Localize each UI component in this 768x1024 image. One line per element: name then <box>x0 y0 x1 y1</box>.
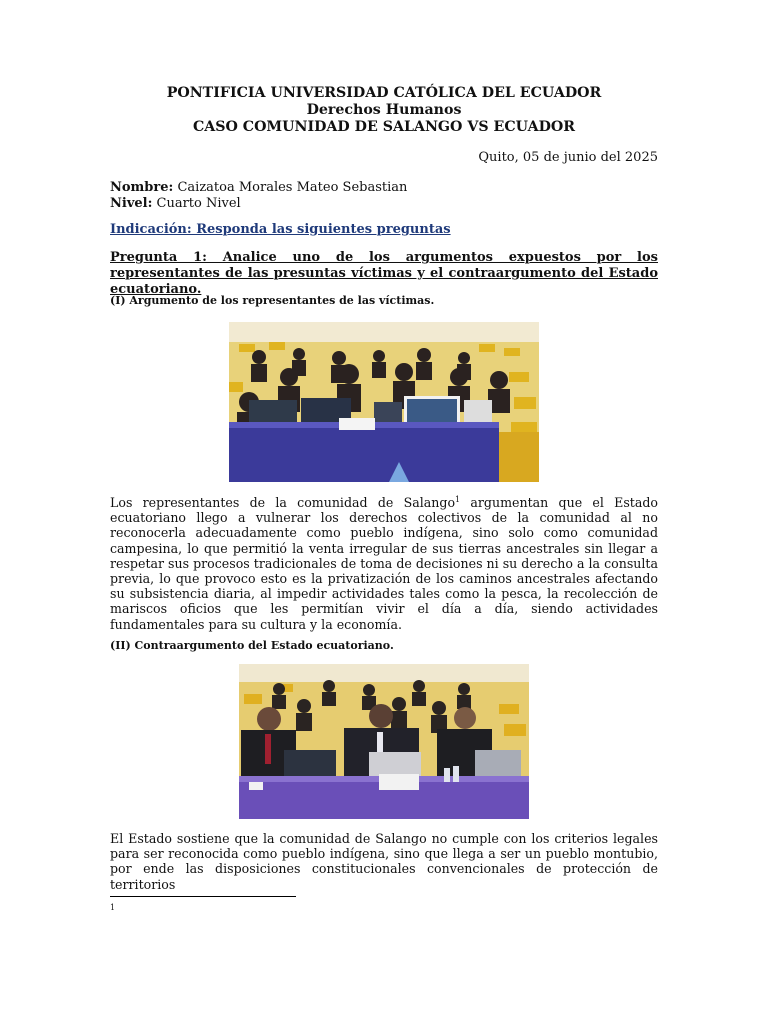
section-1-title: (I) Argumento de los representantes de las víctimas. <box>110 294 435 307</box>
footnote-reference[interactable]: 1 <box>455 494 461 504</box>
footnote-number: 1 <box>110 903 116 912</box>
student-name-line <box>110 180 407 196</box>
question-1: Pregunta 1: Analice uno de los argumentos expuestos por los representantes de las presuntas víctimas y el contraargumento del Estado ecuatoriano. <box>110 250 658 297</box>
section-2-title: (II) Contraargumento del Estado ecuatoriano. <box>110 639 394 652</box>
name-value: Caizatoa Morales Mateo Sebastian <box>173 180 408 195</box>
student-level-line <box>110 196 407 212</box>
paragraph1-text-start: Los representantes de la comunidad de Salango <box>110 495 456 510</box>
hearing-photo-victims <box>229 322 539 482</box>
paragraph1-text-rest: argumentan que el Estado ecuatoriano llego a vulnerar los derechos colectivos de la comunidad al no reconocerla adecuadamente como pueblo indígena, sino solo como comunidad campesina, lo que permitió la venta irregular de sus tierras ancestrales sin llegar a respetar sus procesos tradicionales de toma de decisiones ni su derecho a la consulta previa, lo que provoco esto es la privatización de los caminos ancestrales afectando su subsistencia diaria, al impedir actividades tales como la pesca, la recolección de mariscos oficios que les permitían vivir el día a día, siendo actividades fundamentales para su cultura y la economía. <box>110 495 658 632</box>
hearing-photo-state <box>239 664 529 819</box>
level-label: Nivel: <box>110 195 153 211</box>
indication-heading: Indicación: Responda las siguientes preguntas <box>110 222 451 237</box>
case-title: CASO COMUNIDAD DE SALANGO VS ECUADOR <box>192 119 576 135</box>
student-info <box>110 180 407 211</box>
document-header <box>110 85 658 136</box>
paragraph-victims-argument <box>110 495 658 632</box>
course-name: Derechos Humanos <box>306 102 462 118</box>
document-date: Quito, 05 de junio del 2025 <box>478 150 658 165</box>
level-value: Cuarto Nivel <box>152 195 241 211</box>
name-label: Nombre: <box>110 180 174 195</box>
paragraph-state-counterargument: El Estado sostiene que la comunidad de Salango no cumple con los criterios legales para ser reconocida como pueblo indígena, sino que llega a ser un pueblo montubio, por ende las disposiciones constitucionales convencionales de protección de territorios <box>110 831 658 892</box>
university-name: PONTIFICIA UNIVERSIDAD CATÓLICA DEL ECUADOR <box>166 85 602 101</box>
footnote-divider <box>110 896 296 897</box>
